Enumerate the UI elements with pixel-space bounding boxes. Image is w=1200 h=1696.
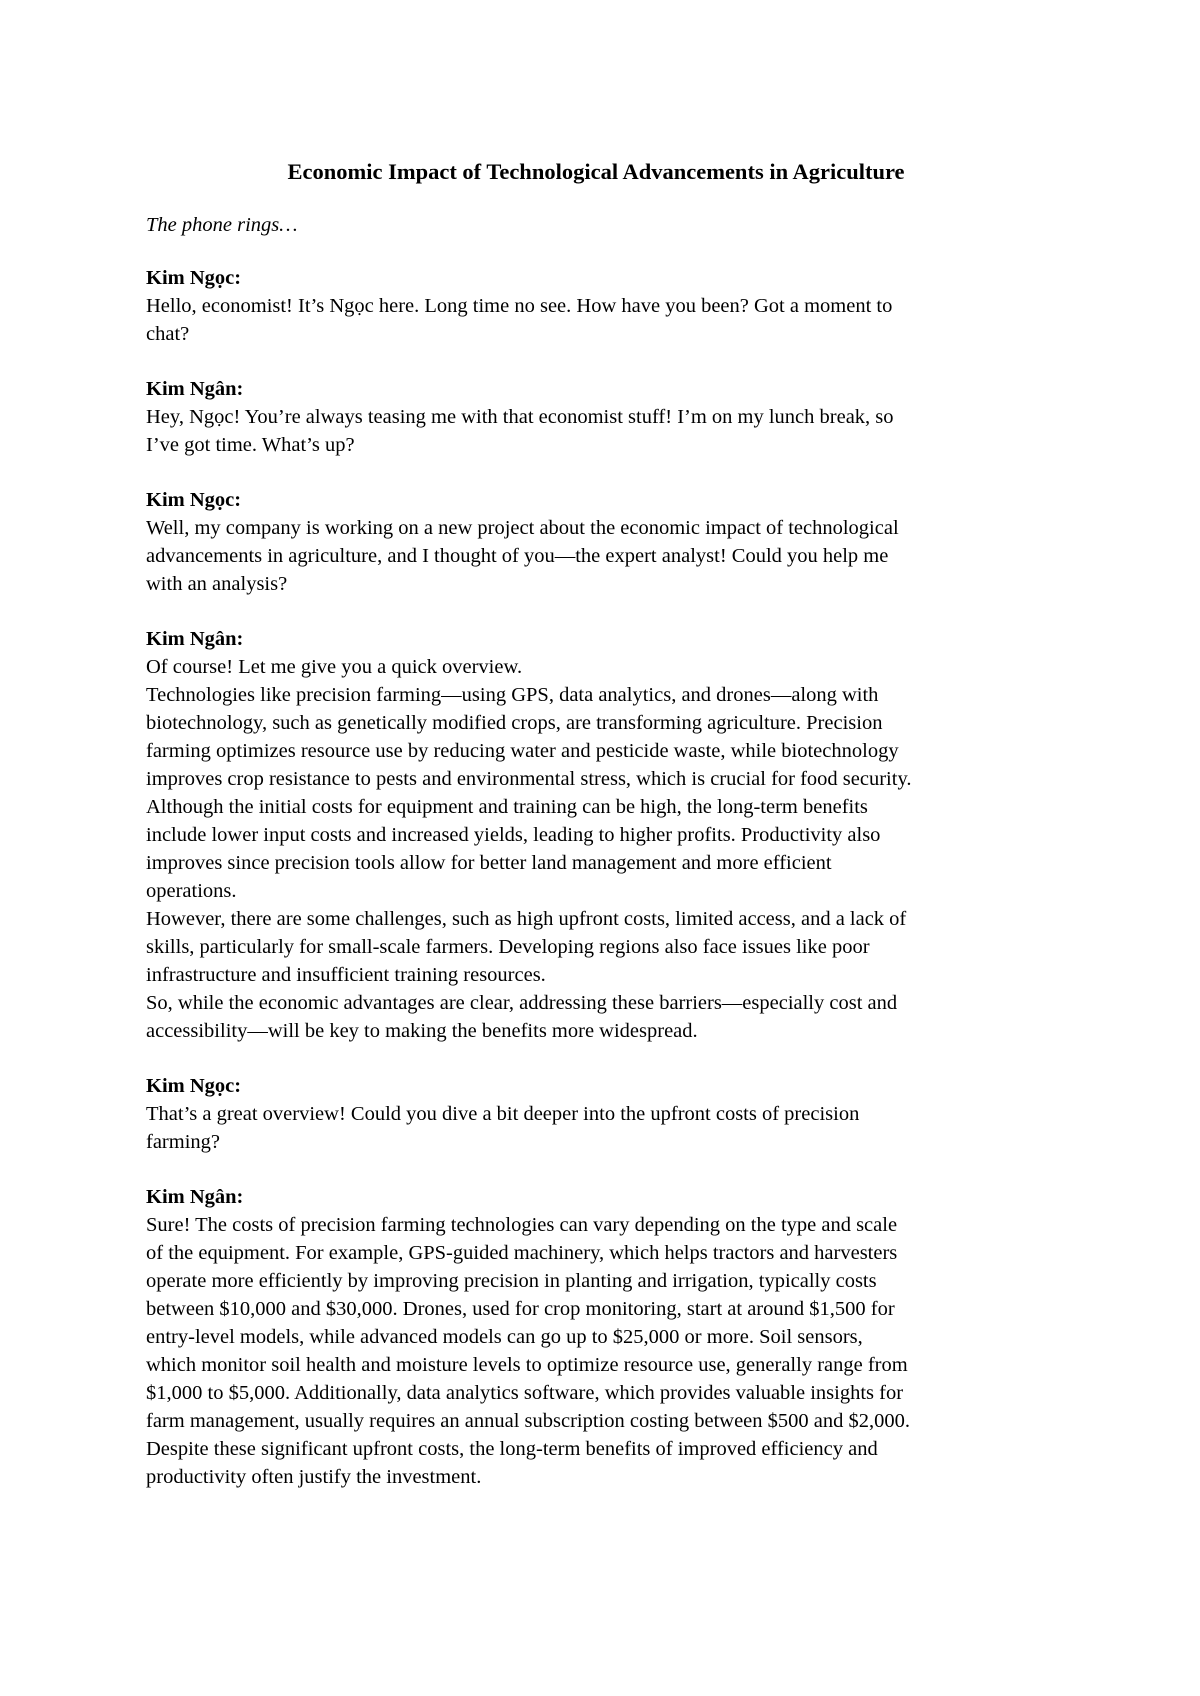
speech-line: skills, particularly for small-scale farmers. Developing regions also face issues like poor (146, 936, 870, 958)
dialogue-turn (146, 1183, 1066, 1491)
speech-line: of the equipment. For example, GPS-guided machinery, which helps tractors and harvesters (146, 1242, 898, 1264)
dialogue-turn (146, 1072, 1066, 1156)
speaker-name: Kim Ngân: (146, 628, 244, 650)
speech-line: improves crop resistance to pests and environmental stress, which is crucial for food security. (146, 768, 912, 790)
stage-direction: The phone rings… (146, 214, 298, 236)
speech-line: Despite these significant upfront costs, the long-term benefits of improved efficiency and (146, 1438, 878, 1460)
speech-line: operations. (146, 880, 237, 902)
speech-line: improves since precision tools allow for better land management and more efficient (146, 852, 832, 874)
speaker-name: Kim Ngân: (146, 1186, 244, 1208)
speech-line: farming? (146, 1131, 220, 1153)
dialogue-turn (146, 264, 1066, 348)
speech-line: Although the initial costs for equipment and training can be high, the long-term benefits (146, 796, 868, 818)
speech-line: biotechnology, such as genetically modified crops, are transforming agriculture. Precision (146, 712, 883, 734)
speech-line: So, while the economic advantages are clear, addressing these barriers—especially cost and (146, 992, 898, 1014)
speech-line: However, there are some challenges, such as high upfront costs, limited access, and a lack of (146, 908, 907, 930)
speech-line: include lower input costs and increased yields, leading to higher profits. Productivity also (146, 824, 881, 846)
speaker-name: Kim Ngọc: (146, 1075, 242, 1097)
speech-line: accessibility—will be key to making the benefits more widespread. (146, 1020, 698, 1042)
speech-line: productivity often justify the investment. (146, 1466, 482, 1488)
speech-line: That’s a great overview! Could you dive a bit deeper into the upfront costs of precision (146, 1103, 860, 1125)
speech-line: Sure! The costs of precision farming technologies can vary depending on the type and scale (146, 1214, 898, 1236)
speech-line: between $10,000 and $30,000. Drones, used for crop monitoring, start at around $1,500 for (146, 1298, 895, 1320)
dialogue-list (146, 264, 1066, 1491)
speech-line: with an analysis? (146, 573, 288, 595)
speech-line: which monitor soil health and moisture levels to optimize resource use, generally range from (146, 1354, 908, 1376)
speech-line: farm management, usually requires an annual subscription costing between $500 and $2,000. (146, 1410, 910, 1432)
speaker-name: Kim Ngọc: (146, 489, 242, 511)
speech-line: advancements in agriculture, and I thought of you—the expert analyst! Could you help me (146, 545, 889, 567)
speaker-name: Kim Ngân: (146, 378, 244, 400)
speech-line: Hello, economist! It’s Ngọc here. Long time no see. How have you been? Got a moment to (146, 295, 893, 317)
speech-line: Technologies like precision farming—using GPS, data analytics, and drones—along with (146, 684, 879, 706)
speech-line: Of course! Let me give you a quick overview. (146, 656, 523, 678)
speech-line: Well, my company is working on a new project about the economic impact of technological (146, 517, 899, 539)
dialogue-turn (146, 375, 1066, 459)
speech-line: infrastructure and insufficient training resources. (146, 964, 546, 986)
speech-line: chat? (146, 323, 190, 345)
speech-line: I’ve got time. What’s up? (146, 434, 355, 456)
dialogue-turn (146, 486, 1066, 598)
document-page (146, 155, 1066, 1518)
speech-line: farming optimizes resource use by reducing water and pesticide waste, while biotechnology (146, 740, 899, 762)
speaker-name: Kim Ngọc: (146, 267, 242, 289)
document-title: Economic Impact of Technological Advancements in Agriculture (287, 159, 905, 184)
speech-line: Hey, Ngọc! You’re always teasing me with that economist stuff! I’m on my lunch break, so (146, 406, 894, 428)
speech-line: entry-level models, while advanced models can go up to $25,000 or more. Soil sensors, (146, 1326, 863, 1348)
speech-line: operate more efficiently by improving precision in planting and irrigation, typically costs (146, 1270, 877, 1292)
dialogue-turn (146, 625, 1066, 1045)
speech-line: $1,000 to $5,000. Additionally, data analytics software, which provides valuable insights for (146, 1382, 904, 1404)
